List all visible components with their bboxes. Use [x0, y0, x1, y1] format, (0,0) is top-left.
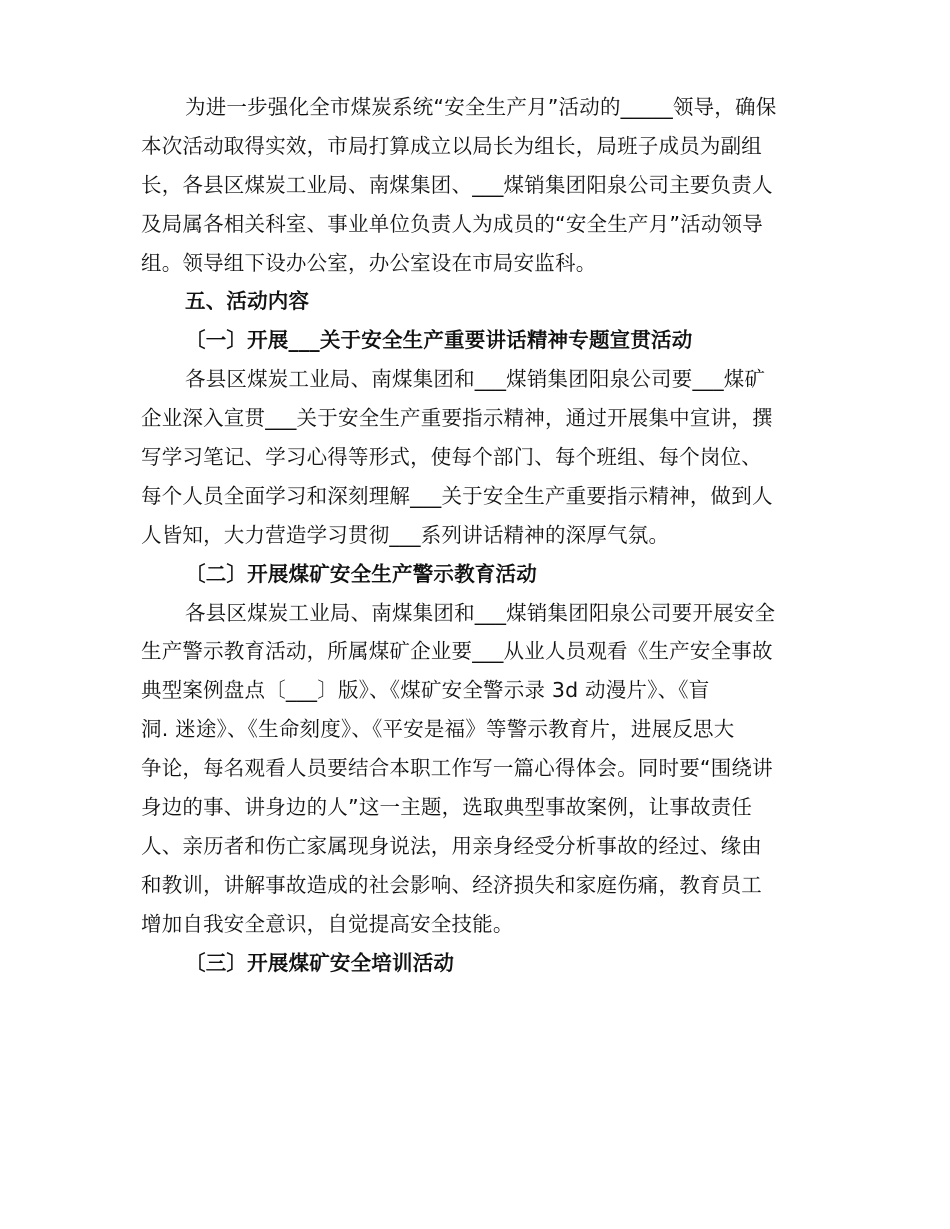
paragraph-section-2 [141, 594, 821, 944]
subsection-heading-2: 〔二〕开展煤矿安全生产警示教育活动 [185, 561, 537, 586]
paragraph-section-1 [141, 360, 821, 554]
text-line: 写学习笔记、学习心得等形式，使每个部门、每个班组、每个岗位、 [141, 445, 762, 470]
text-line: 长，各县区煤炭工业局、南煤集团、___煤销集团阳泉公司主要负责人 [141, 172, 773, 197]
text-line: 为进一步强化全市煤炭系统“安全生产月”活动的_____领导，确保 [185, 95, 777, 119]
text-line: 各县区煤炭工业局、南煤集团和___煤销集团阳泉公司要___煤矿 [185, 367, 766, 392]
text-line: 人、亲历者和伤亡家属现身说法，用亲身经受分析事故的经过、缘由 [141, 833, 762, 858]
subsection-heading-1: 〔一〕开展___关于安全生产重要讲话精神专题宣贯活动 [185, 328, 693, 353]
text-line: 典型案例盘点〔___〕版》、《煤矿安全警示录 3d 动漫片》、《盲 [141, 678, 710, 703]
text-line: 本次活动取得实效，市局打算成立以局长为组长，局班子成员为副组 [141, 133, 762, 158]
text-line: 身边的事、讲身边的人”这一主题，选取典型事故案例，让事故责任 [141, 795, 753, 820]
text-line: 增加自我安全意识，自觉提高安全技能。 [141, 911, 514, 936]
text-line: 各县区煤炭工业局、南煤集团和___煤销集团阳泉公司要开展安全 [185, 600, 776, 625]
document-page [141, 88, 821, 982]
text-line: 每个人员全面学习和深刻理解___关于安全生产重要指示精神，做到人 [141, 483, 773, 508]
paragraph-leadership-group [141, 88, 821, 282]
text-line: 人皆知，大力营造学习贯彻___系列讲话精神的深厚气氛。 [141, 522, 670, 547]
text-line: 生产警示教育活动，所属煤矿企业要___从业人员观看《生产安全事故 [141, 639, 773, 664]
text-line: 洞. 迷途》、《生命刻度》、《平安是福》等警示教育片，进展反思大 [141, 717, 735, 742]
subsection-heading-3: 〔三〕开展煤矿安全培训活动 [185, 950, 455, 975]
text-line: 及局属各相关科室、事业单位负责人为成员的“安全生产月”活动领导 [141, 211, 763, 236]
text-line: 争论，每名观看人员要结合本职工作写一篇心得体会。同时要“围绕讲 [141, 756, 773, 781]
text-line: 企业深入宣贯___关于安全生产重要指示精神，通过开展集中宣讲，撰 [141, 406, 773, 431]
text-line: 和教训，讲解事故造成的社会影响、经济损失和家庭伤痛，教育员工 [141, 872, 762, 897]
section-heading-activity-content: 五、活动内容 [185, 289, 310, 314]
text-line: 组。领导组下设办公室，办公室设在市局安监科。 [141, 250, 597, 275]
